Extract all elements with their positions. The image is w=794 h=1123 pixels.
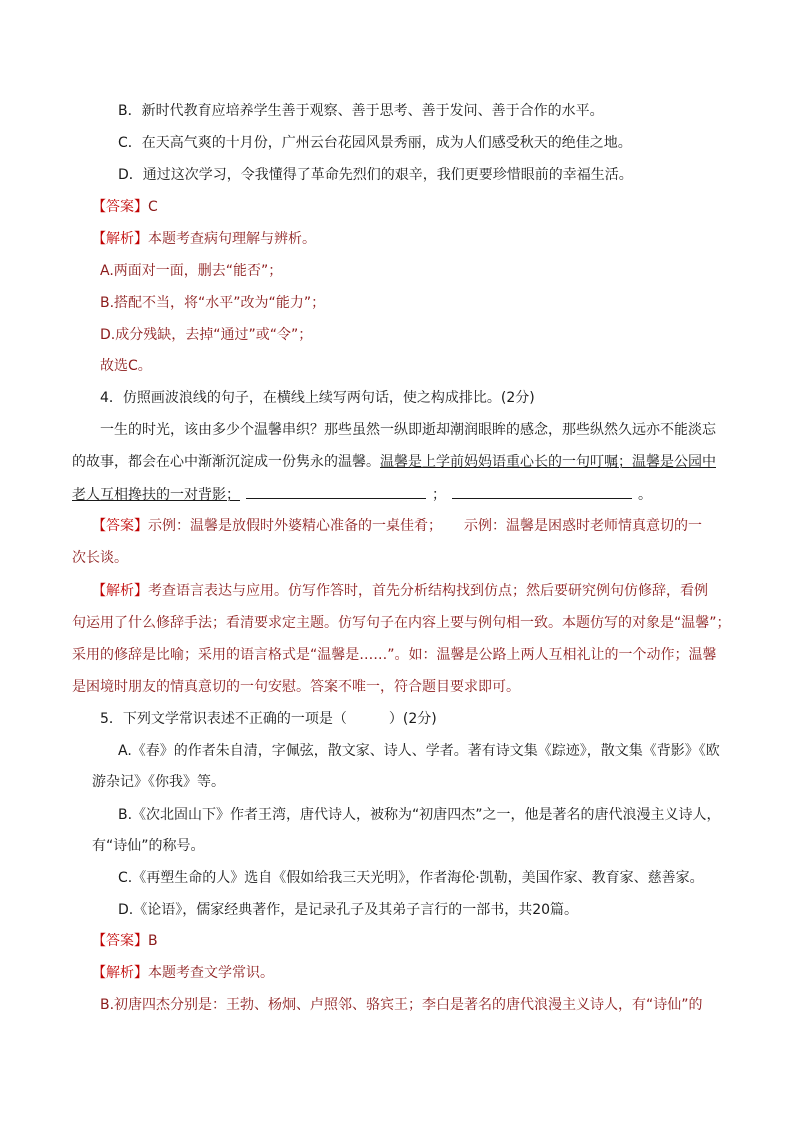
q3-analysis-d: D.成分残缺，去掉“通过”或“令”； <box>100 327 313 343</box>
q5-option-b-line-1: B.《次北固山下》作者王湾，唐代诗人，被称为“初唐四杰”之一，他是著名的唐代浪漫主义诗人， <box>118 807 721 823</box>
q4-answer-line-1 <box>92 516 702 536</box>
q5-answer <box>92 931 158 951</box>
q4-analysis-line-2: 句运用了什么修辞手法；看清要求定主题。仿写句子在内容上要与例句相一致。本题仿写的对象是“温馨”； <box>72 615 731 631</box>
q4-analysis-line-3: 采用的修辞是比喻；采用的语言格式是“温馨是……”。如：温馨是公路上两人互相礼让的一个动作；温馨 <box>72 647 717 663</box>
analysis-label: 【解析】 <box>92 231 148 247</box>
q3-analysis-a: A.两面对一面，删去“能否”； <box>100 263 283 279</box>
period: 。 <box>638 487 652 503</box>
answer-example-2: 示例：温馨是困惑时老师情真意切的一 <box>464 518 702 534</box>
q4-analysis-line-1 <box>92 581 708 601</box>
q5-stem: 5．下列文学常识表述不正确的一项是（ ）(2分) <box>100 711 437 727</box>
answer-label: 【答案】 <box>92 199 148 215</box>
semicolon: ； <box>432 487 446 503</box>
q5-analysis-b: B.初唐四杰分别是：王勃、杨炯、卢照邻、骆宾王；李白是著名的唐代浪漫主义诗人，有“诗仙”的 <box>100 997 703 1013</box>
q4-passage-2a: 的故事，都会在心中渐渐沉淀成一份隽永的温馨。 <box>72 454 380 470</box>
q4-passage-line-1: 一生的时光，该由多少个温馨串织？那些虽然一纵即逝却潮润眼眸的感念，那些纵然久远亦不能淡忘 <box>100 422 716 438</box>
q5-option-a-line-1: A.《春》的作者朱自清，字佩弦，散文家、诗人、学者。著有诗文集《踪迹》，散文集《背影》《欧 <box>118 743 720 759</box>
analysis-text: 本题考查病句理解与辨析。 <box>148 231 316 247</box>
q3-analysis-b: B.搭配不当，将“水平”改为“能力”； <box>100 295 326 311</box>
analysis-label: 【解析】 <box>92 583 148 599</box>
q4-passage-line-3 <box>72 484 652 505</box>
q4-analysis-line-4: 是困境时朋友的情真意切的一句安慰。答案不唯一，符合题目要求即可。 <box>72 679 520 695</box>
q3-option-b: B．新时代教育应培养学生善于观察、善于思考、善于发问、善于合作的水平。 <box>118 103 604 119</box>
q5-option-b-line-2: 有“诗仙”的称号。 <box>92 838 205 854</box>
analysis-text: 考查语言表达与应用。仿写作答时，首先分析结构找到仿点；然后要研究例句仿修辞，看例 <box>148 583 708 599</box>
q4-answer-line-2: 次长谈。 <box>72 550 128 566</box>
answer-label: 【答案】 <box>92 518 148 534</box>
answer-value: C <box>148 199 158 215</box>
q5-option-d: D.《论语》，儒家经典著作，是记录孔子及其弟子言行的一部书，共20篇。 <box>118 902 579 918</box>
wavy-underlined-sentence: 温馨是上学前妈妈语重心长的一句叮嘱；温馨是公园中 <box>380 454 716 470</box>
answer-value: B <box>148 933 158 949</box>
q3-analysis <box>92 229 316 249</box>
answer-label: 【答案】 <box>92 933 148 949</box>
q3-option-d: D．通过这次学习，令我懂得了革命先烈们的艰辛，我们更要珍惜眼前的幸福生活。 <box>118 167 633 183</box>
wavy-underlined-sentence-end: 老人互相搀扶的一对背影； <box>72 487 240 503</box>
analysis-text: 本题考查文学常识。 <box>148 965 274 981</box>
q4-stem: 4．仿照画波浪线的句子，在横线上续写两句话，使之构成排比。(2分) <box>100 390 535 406</box>
fill-blank-2[interactable] <box>452 484 632 499</box>
q3-conclusion: 故选C。 <box>100 358 152 374</box>
q3-answer <box>92 197 158 217</box>
q4-passage-line-2 <box>72 452 716 472</box>
answer-example-1: 示例：温馨是放假时外婆精心准备的一桌佳肴； <box>148 518 442 534</box>
q5-option-c: C.《再塑生命的人》选自《假如给我三天光明》，作者海伦·凯勒，美国作家、教育家、慈善家。 <box>118 870 704 886</box>
q5-option-a-line-2: 游杂记》《你我》等。 <box>92 774 225 790</box>
fill-blank-1[interactable] <box>246 484 426 499</box>
analysis-label: 【解析】 <box>92 965 148 981</box>
q5-analysis <box>92 963 274 983</box>
q3-option-c: C．在天高气爽的十月份，广州云台花园风景秀丽，成为人们感受秋天的绝佳之地。 <box>118 135 632 151</box>
